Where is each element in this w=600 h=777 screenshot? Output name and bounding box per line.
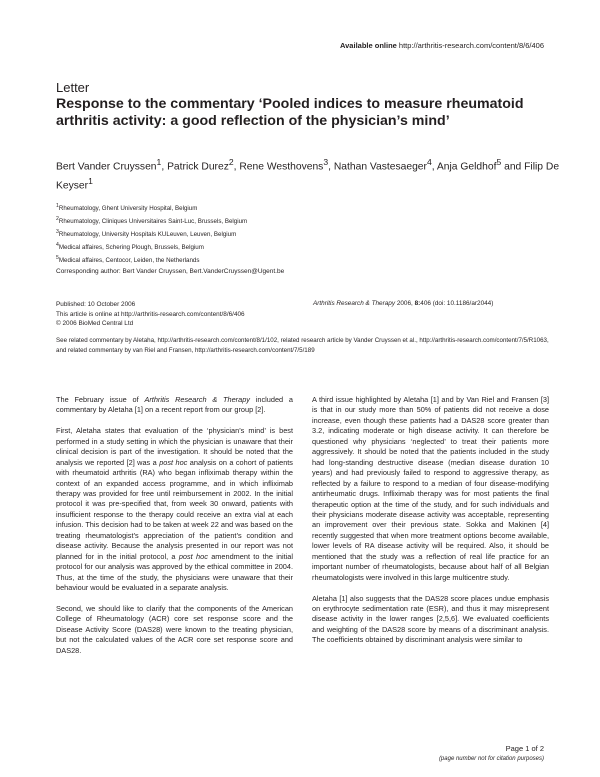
author-separator: , (161, 161, 168, 173)
body-paragraph: A third issue highlighted by Aletaha [1] and by Van Riel and Fransen [3] is that in our study more than 50% of patients did not receive a dose increase, even though these patients had a DAS28 score greater than 3.2, indicating moderate or high disease activity. It can therefore be questioned why physicians ‘neglected’ to treat their patients more aggressively. It should be noted that the patients included in the study had long-standing destructive disease (median disease duration 10 years) and had previously failed to respond to aggressive therapy, as reflected by a failure to respond to a median of four disease-modifying antirheumatic drugs. Infliximab therapy was for most patients the final therapeutic option at the time of the study, and for such individuals and their physicians moderate disease activity was acceptable, representing an improvement over their previous state. Sokka and Makinen [4] recently suggested that when more treatment options become available, lower levels of RA disease activity will be required. Also, it should be mentioned that the study was a reflection of real life practice for an important number of rheumatologists, because about half of all Belgian rheumatologists were involved in this large multicentre study. (312, 395, 549, 582)
affiliation-item: $^1$Rheumatology, Ghent University Hospital, Belgium (56, 203, 198, 213)
author-name: Patrick Durez (167, 161, 229, 173)
affiliation-list (56, 201, 247, 266)
available-online-label: Available online (340, 41, 397, 50)
citation-journal: Arthritis Research & Therapy (313, 300, 396, 307)
author-affil-sup: 4 (426, 157, 432, 167)
author-name: Filip De Keyser (56, 161, 560, 192)
author-separator: , (328, 161, 334, 173)
related-articles: See related commentary by Aletaha, http://arthritis-research.com/content/8/1/102, related research article by Vander Cruyssen et al., http://arthritis-research.com/content/7/5/R1063, and related commentary by van Riel and Fransen, http://arthritis-research.com/content/7/5/189 (56, 337, 549, 354)
available-online-url[interactable]: http://arthritis-research.com/content/8/6/406 (398, 41, 544, 50)
author-name: Rene Westhovens (239, 161, 324, 173)
author-separator: and (501, 161, 525, 173)
page-footer (439, 744, 544, 764)
article-title: Response to the commentary ‘Pooled indices to measure rheumatoid arthritis activity: a good reflection of the physician’s mind’ (56, 96, 524, 129)
article-type-label: Letter (56, 80, 90, 95)
author-name: Nathan Vastesaeger (333, 161, 427, 173)
available-online-line (340, 41, 544, 50)
author-list (56, 155, 576, 194)
body-paragraph: First, Aletaha states that evaluation of the ‘physician’s mind’ is best performed in a study setting in which the physician is unaware that their clinical decision is part of the investigation. It should be noted that the analysis we reported [2] was a post hoc analysis on a cohort of patients with rheumatoid arthritis (RA) who began infliximab therapy within the context of an expanded access programme, and in which infliximab therapy was provided for free until reimbursement in 2002. In the initial protocol it was pre-specified that, from week 30 onward, patients with insufficient response to the therapy could receive an extra vial at each infusion. This decision had to be taken at week 22 and was based on the treating rheumatologist’s appreciation of the patient’s condition and disease activity. Because the analysis presented in our report was not planned for in the initial protocol, a post hoc amendment to the initial protocol for our analysis was approved by the ethical committee in 2004. Thus, at the time of the study, the physicians were unaware that their behaviour would be evaluated in a separate analysis. (56, 426, 294, 593)
author-affil-sup: 1 (88, 176, 93, 187)
citation-volume: 8: (414, 300, 421, 307)
published-date: Published: 10 October 2006 (56, 301, 136, 308)
body-column-right (312, 395, 549, 656)
copyright: © 2006 BioMed Central Ltd (56, 320, 134, 327)
page-number: Page 1 of 2 (505, 744, 544, 753)
affiliation-item: $^4$Medical affaires, Schering Plough, Brussels, Belgium (56, 242, 204, 252)
author-affil-sup: 3 (323, 157, 329, 167)
affiliation-item: $^2$Rheumatology, Cliniques Universitaires Saint-Luc, Brussels, Belgium (56, 216, 248, 226)
author-name: Bert Vander Cruyssen (56, 161, 157, 173)
author-affil-sup: 5 (496, 157, 502, 167)
author-separator: , (431, 161, 437, 173)
citation-line: Arthritis Research & Therapy 2006, 8:406 (doi: 10.1186/ar2044) (313, 300, 494, 307)
body-paragraph: Second, we should like to clarify that the components of the American College of Rheumatology (ACR) core set response score and the Disease Activity Score (DAS28) were known to the treating physician, but not the calculated values of the ACR core set response score and DAS28. (56, 603, 293, 655)
page-number-note: (page number not for citation purposes) (438, 756, 544, 762)
author-separator: , (233, 161, 240, 173)
online-url: This article is online at http://arthritis-research.com/content/8/6/406 (56, 310, 245, 318)
affiliation-item: $^5$Medical affaires, Centocor, Leiden, the Netherlands (56, 255, 200, 265)
publication-info (56, 300, 245, 329)
affiliation-item: $^3$Rheumatology, University Hospitals KULeuven, Leuven, Belgium (56, 229, 237, 239)
author-name: Anja Geldhof (436, 161, 497, 173)
author-affil-sup: 1 (156, 157, 162, 167)
body-paragraph: Aletaha [1] also suggests that the DAS28 score places undue emphasis on erythrocyte sedimentation rate (ESR), and thus it may misrepresent disease activity in the lower ranges [2,5,6]. We evaluated coefficients and weighting of the DAS28 score by means of a discriminant analysis. The coefficients obtained by discriminant analysis were similar to (312, 593, 549, 645)
body-paragraph: The February issue of Arthritis Research & Therapy included a commentary by Aletaha [1] on a recent report from our group [2]. (56, 395, 293, 415)
body-column-left (56, 395, 293, 667)
corresponding-author: Corresponding author: Bert Vander Cruyssen, Bert.VanderCruyssen@Ugent.be (56, 268, 285, 275)
author-affil-sup: 2 (228, 157, 234, 167)
